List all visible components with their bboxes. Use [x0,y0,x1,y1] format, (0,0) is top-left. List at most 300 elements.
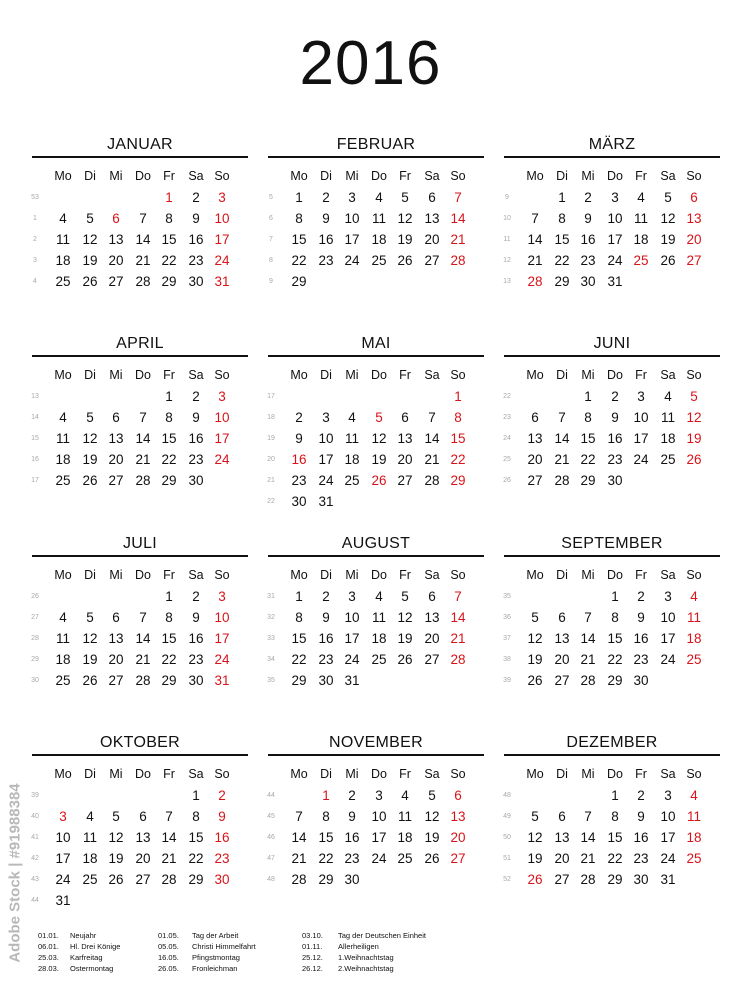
day-cell: 11 [397,809,412,824]
week-number: 17 [31,477,39,484]
week-number: 18 [267,414,275,421]
day-cell: 26 [527,872,543,887]
week-number: 9 [269,278,273,285]
day-cell: 14 [135,431,151,446]
month-februar [268,135,484,292]
weekday-label: Mo [54,169,72,183]
day-cell: 9 [348,809,356,824]
day-cell: 17 [344,631,360,646]
day-cell: 12 [82,631,98,646]
weekday-label: Mo [54,568,72,582]
day-cell: 4 [86,809,94,824]
day-cell: 21 [291,851,307,866]
day-cell: 12 [371,431,387,446]
week-row [32,806,248,827]
week-row [504,827,720,848]
day-cell: 8 [611,610,619,625]
weekday-header [32,166,248,187]
day-cell: 22 [161,452,177,467]
day-cell: 2 [192,589,200,604]
day-cell: 24 [660,652,676,667]
week-row [268,670,484,691]
day-cell: 29 [188,872,204,887]
day-cell: 23 [607,452,623,467]
day-cell: 19 [424,830,440,845]
week-row [32,848,248,869]
week-number: 49 [503,813,511,820]
weekday-header [504,565,720,586]
weekday-label: So [450,767,466,781]
day-cell: 27 [135,872,151,887]
month-september [504,534,720,691]
day-cell: 30 [607,473,623,488]
day-cell: 24 [214,452,230,467]
day-cell: 5 [112,809,120,824]
day-cell: 16 [633,631,649,646]
month-title: FEBRUAR [336,136,416,153]
holiday-date: 06.01. [38,942,59,951]
day-cell: 14 [450,610,466,625]
week-row [504,649,720,670]
day-cell: 19 [82,253,98,268]
weekday-label: So [450,169,466,183]
week-row [32,470,248,491]
day-cell: 28 [424,473,440,488]
weekday-label: Fr [399,169,411,183]
day-cell: 15 [188,830,204,845]
day-cell: 8 [165,211,173,226]
weekday-label: Fr [635,368,647,382]
week-row [32,449,248,470]
weekday-label: So [686,767,702,781]
day-cell: 23 [344,851,360,866]
day-cell: 4 [59,610,67,625]
weekday-label: Mo [290,169,308,183]
day-cell: 16 [291,452,307,467]
holiday-date: 01.01. [38,931,59,940]
week-row [32,628,248,649]
weekday-label: So [214,568,230,582]
weekday-label: Do [607,368,623,382]
day-cell: 29 [607,673,623,688]
month-divider [268,754,484,756]
day-cell: 28 [450,253,466,268]
day-cell: 21 [580,851,596,866]
weekday-label: Sa [188,169,204,183]
day-cell: 18 [55,452,71,467]
month-divider [504,355,720,357]
day-cell: 12 [397,211,413,226]
day-cell: 22 [291,253,307,268]
day-cell: 28 [527,274,543,289]
week-row [268,869,484,890]
day-cell: 4 [690,788,698,803]
day-cell: 19 [108,851,124,866]
day-cell: 24 [660,851,676,866]
weekday-label: Mi [109,169,123,183]
day-cell: 27 [686,253,702,268]
weekday-label: So [686,368,702,382]
day-cell: 10 [371,809,387,824]
day-cell: 8 [295,610,303,625]
day-cell: 16 [580,232,596,247]
week-number: 9 [505,194,509,201]
week-row [504,869,720,890]
day-cell: 13 [108,431,124,446]
day-cell: 14 [161,830,177,845]
day-cell: 5 [531,809,539,824]
day-cell: 17 [214,431,230,446]
day-cell: 19 [660,232,676,247]
holiday-date: 01.11. [302,942,323,951]
holiday-name: Ostermontag [70,964,114,973]
week-number: 13 [503,278,511,285]
day-cell: 25 [344,473,360,488]
day-cell: 1 [165,190,173,205]
day-cell: 3 [664,589,672,604]
weekday-label: Mi [345,767,359,781]
day-cell: 8 [322,809,330,824]
day-cell: 15 [554,232,570,247]
day-cell: 28 [450,652,466,667]
week-row [504,250,720,271]
day-cell: 30 [318,673,334,688]
weekday-label: So [450,368,466,382]
day-cell: 4 [690,589,698,604]
day-cell: 1 [611,788,619,803]
day-cell: 20 [686,232,702,247]
weekday-label: Di [84,568,96,582]
day-cell: 11 [660,410,675,425]
day-cell: 21 [135,652,151,667]
week-number: 13 [31,393,39,400]
day-cell: 9 [192,410,200,425]
day-cell: 20 [424,232,440,247]
weekday-label: Sa [188,368,204,382]
day-cell: 19 [82,652,98,667]
week-number: 7 [269,236,273,243]
day-cell: 1 [295,589,303,604]
holiday-date: 25.03. [38,953,59,962]
week-number: 11 [503,236,511,243]
weekday-label: Di [320,368,332,382]
day-cell: 25 [82,872,98,887]
day-cell: 9 [295,431,303,446]
weekday-label: Sa [660,169,676,183]
week-row [32,428,248,449]
month-title: JANUAR [107,136,173,153]
day-cell: 12 [686,410,702,425]
day-cell: 2 [322,190,330,205]
weekday-label: Fr [163,568,175,582]
weekday-label: So [686,568,702,582]
day-cell: 21 [554,452,570,467]
day-cell: 26 [82,673,98,688]
day-cell: 18 [55,253,71,268]
day-cell: 13 [686,211,702,226]
week-row [268,208,484,229]
watermark-text: Adobe Stock | #91988384 [6,783,24,963]
day-cell: 12 [527,830,543,845]
day-cell: 23 [318,253,334,268]
weekday-header [32,764,248,785]
week-row [268,187,484,208]
day-cell: 12 [82,232,98,247]
month-title: NOVEMBER [329,734,423,751]
month-title: APRIL [116,335,164,352]
day-cell: 13 [554,631,570,646]
day-cell: 23 [188,452,204,467]
day-cell: 30 [344,872,360,887]
day-cell: 29 [450,473,466,488]
weekday-header [268,166,484,187]
day-cell: 4 [59,211,67,226]
weekday-header [268,365,484,386]
day-cell: 3 [348,190,356,205]
day-cell: 13 [108,631,124,646]
holiday-date: 03.10. [302,931,323,940]
day-cell: 27 [424,253,440,268]
day-cell: 31 [214,274,230,289]
week-number: 3 [33,257,37,264]
day-cell: 11 [55,431,70,446]
weekday-label: Fr [399,568,411,582]
day-cell: 4 [637,190,645,205]
day-cell: 3 [375,788,383,803]
day-cell: 17 [607,232,623,247]
day-cell: 3 [218,389,226,404]
day-cell: 29 [291,274,307,289]
month-oktober [32,733,248,911]
day-cell: 25 [633,253,649,268]
weekday-label: Mi [581,169,595,183]
day-cell: 2 [192,190,200,205]
weekday-label: Fr [635,568,647,582]
day-cell: 17 [55,851,71,866]
weekday-label: Mo [54,368,72,382]
day-cell: 15 [607,830,623,845]
week-row [504,208,720,229]
holiday-date: 26.05. [158,964,179,973]
day-cell: 3 [664,788,672,803]
day-cell: 2 [218,788,226,803]
day-cell: 18 [633,232,649,247]
day-cell: 25 [686,652,702,667]
day-cell: 12 [108,830,124,845]
weekday-label: Mi [109,568,123,582]
month-title: OKTOBER [99,734,181,751]
month-title: SEPTEMBER [561,535,663,552]
day-cell: 11 [633,211,648,226]
day-cell: 31 [318,494,334,509]
day-cell: 1 [584,389,592,404]
day-cell: 23 [291,473,307,488]
day-cell: 11 [371,610,386,625]
day-cell: 17 [318,452,334,467]
week-number: 33 [267,635,275,642]
day-cell: 25 [686,851,702,866]
day-cell: 15 [291,631,307,646]
day-cell: 17 [344,232,360,247]
day-cell: 7 [584,809,592,824]
day-cell: 11 [686,809,701,824]
day-cell: 25 [55,673,71,688]
day-cell: 4 [348,410,356,425]
stock-watermark [4,768,26,978]
day-cell: 7 [584,610,592,625]
day-cell: 4 [375,190,383,205]
day-cell: 20 [424,631,440,646]
weekday-label: Mi [581,767,595,781]
day-cell: 3 [348,589,356,604]
day-cell: 17 [371,830,387,845]
day-cell: 29 [607,872,623,887]
weekday-label: Sa [424,368,440,382]
day-cell: 25 [55,473,71,488]
week-row [268,649,484,670]
month-mai [268,334,484,512]
week-number: 43 [31,876,39,883]
weekday-label: Fr [399,767,411,781]
day-cell: 14 [527,232,543,247]
week-number: 22 [267,498,275,505]
weekday-header [504,166,720,187]
weekday-label: Mi [581,368,595,382]
week-number: 45 [267,813,275,820]
day-cell: 24 [344,253,360,268]
day-cell: 6 [112,610,120,625]
month-title: JUNI [593,335,631,352]
day-cell: 12 [397,610,413,625]
weekday-label: Mo [526,368,544,382]
day-cell: 6 [112,211,120,226]
day-cell: 21 [527,253,543,268]
week-row [32,386,248,407]
weekday-label: So [214,767,230,781]
week-number: 53 [31,194,39,201]
week-number: 25 [503,456,511,463]
day-cell: 2 [322,589,330,604]
day-cell: 5 [690,389,698,404]
weekday-label: Do [135,169,151,183]
month-november [268,733,484,890]
day-cell: 7 [165,809,173,824]
month-juni [504,334,720,491]
holiday-name: Neujahr [70,931,97,940]
week-number: 40 [31,813,39,820]
week-row [504,386,720,407]
week-number: 26 [31,593,39,600]
week-row [32,271,248,292]
day-cell: 7 [139,211,147,226]
day-cell: 29 [291,673,307,688]
day-cell: 3 [637,389,645,404]
day-cell: 18 [82,851,98,866]
day-cell: 10 [55,830,71,845]
holiday-name: Tag der Deutschen Einheit [338,931,426,940]
day-cell: 21 [161,851,177,866]
day-cell: 11 [55,631,70,646]
week-number: 20 [267,456,275,463]
week-number: 19 [267,435,275,442]
weekday-label: Sa [424,169,440,183]
weekday-label: Do [371,368,387,382]
day-cell: 15 [580,431,596,446]
day-cell: 27 [527,473,543,488]
day-cell: 24 [55,872,71,887]
weekday-label: Mi [581,568,595,582]
holiday-date: 05.05. [158,942,179,951]
month-divider [32,355,248,357]
day-cell: 14 [580,830,596,845]
week-row [504,785,720,806]
day-cell: 7 [295,809,303,824]
weekday-label: Fr [163,767,175,781]
day-cell: 26 [371,473,387,488]
day-cell: 20 [397,452,413,467]
day-cell: 31 [344,673,360,688]
week-row [504,670,720,691]
day-cell: 29 [580,473,596,488]
day-cell: 25 [371,253,387,268]
day-cell: 28 [580,872,596,887]
week-number: 6 [269,215,273,222]
day-cell: 23 [580,253,596,268]
week-number: 46 [267,834,275,841]
day-cell: 22 [580,452,596,467]
week-number: 32 [267,614,275,621]
day-cell: 5 [86,610,94,625]
weekday-label: So [450,568,466,582]
weekday-label: Mi [109,767,123,781]
day-cell: 8 [295,211,303,226]
day-cell: 28 [135,673,151,688]
day-cell: 2 [637,589,645,604]
weekday-label: Do [607,568,623,582]
day-cell: 1 [611,589,619,604]
day-cell: 26 [660,253,676,268]
week-number: 31 [267,593,275,600]
day-cell: 29 [554,274,570,289]
week-number: 44 [31,897,39,904]
month-divider [32,156,248,158]
day-cell: 30 [291,494,307,509]
day-cell: 8 [558,211,566,226]
weekday-label: Di [556,568,568,582]
day-cell: 3 [218,190,226,205]
weekday-label: Di [84,368,96,382]
week-row [32,250,248,271]
weekday-label: Do [135,368,151,382]
month-title: JULI [122,535,158,552]
day-cell: 15 [161,431,177,446]
day-cell: 10 [660,809,676,824]
day-cell: 6 [531,410,539,425]
day-cell: 23 [214,851,230,866]
day-cell: 28 [291,872,307,887]
weekday-header [268,764,484,785]
day-cell: 6 [112,410,120,425]
day-cell: 12 [660,211,676,226]
week-number: 37 [503,635,511,642]
day-cell: 27 [397,473,413,488]
day-cell: 26 [397,652,413,667]
day-cell: 4 [59,410,67,425]
day-cell: 16 [344,830,360,845]
day-cell: 23 [318,652,334,667]
day-cell: 28 [161,872,177,887]
week-row [32,869,248,890]
